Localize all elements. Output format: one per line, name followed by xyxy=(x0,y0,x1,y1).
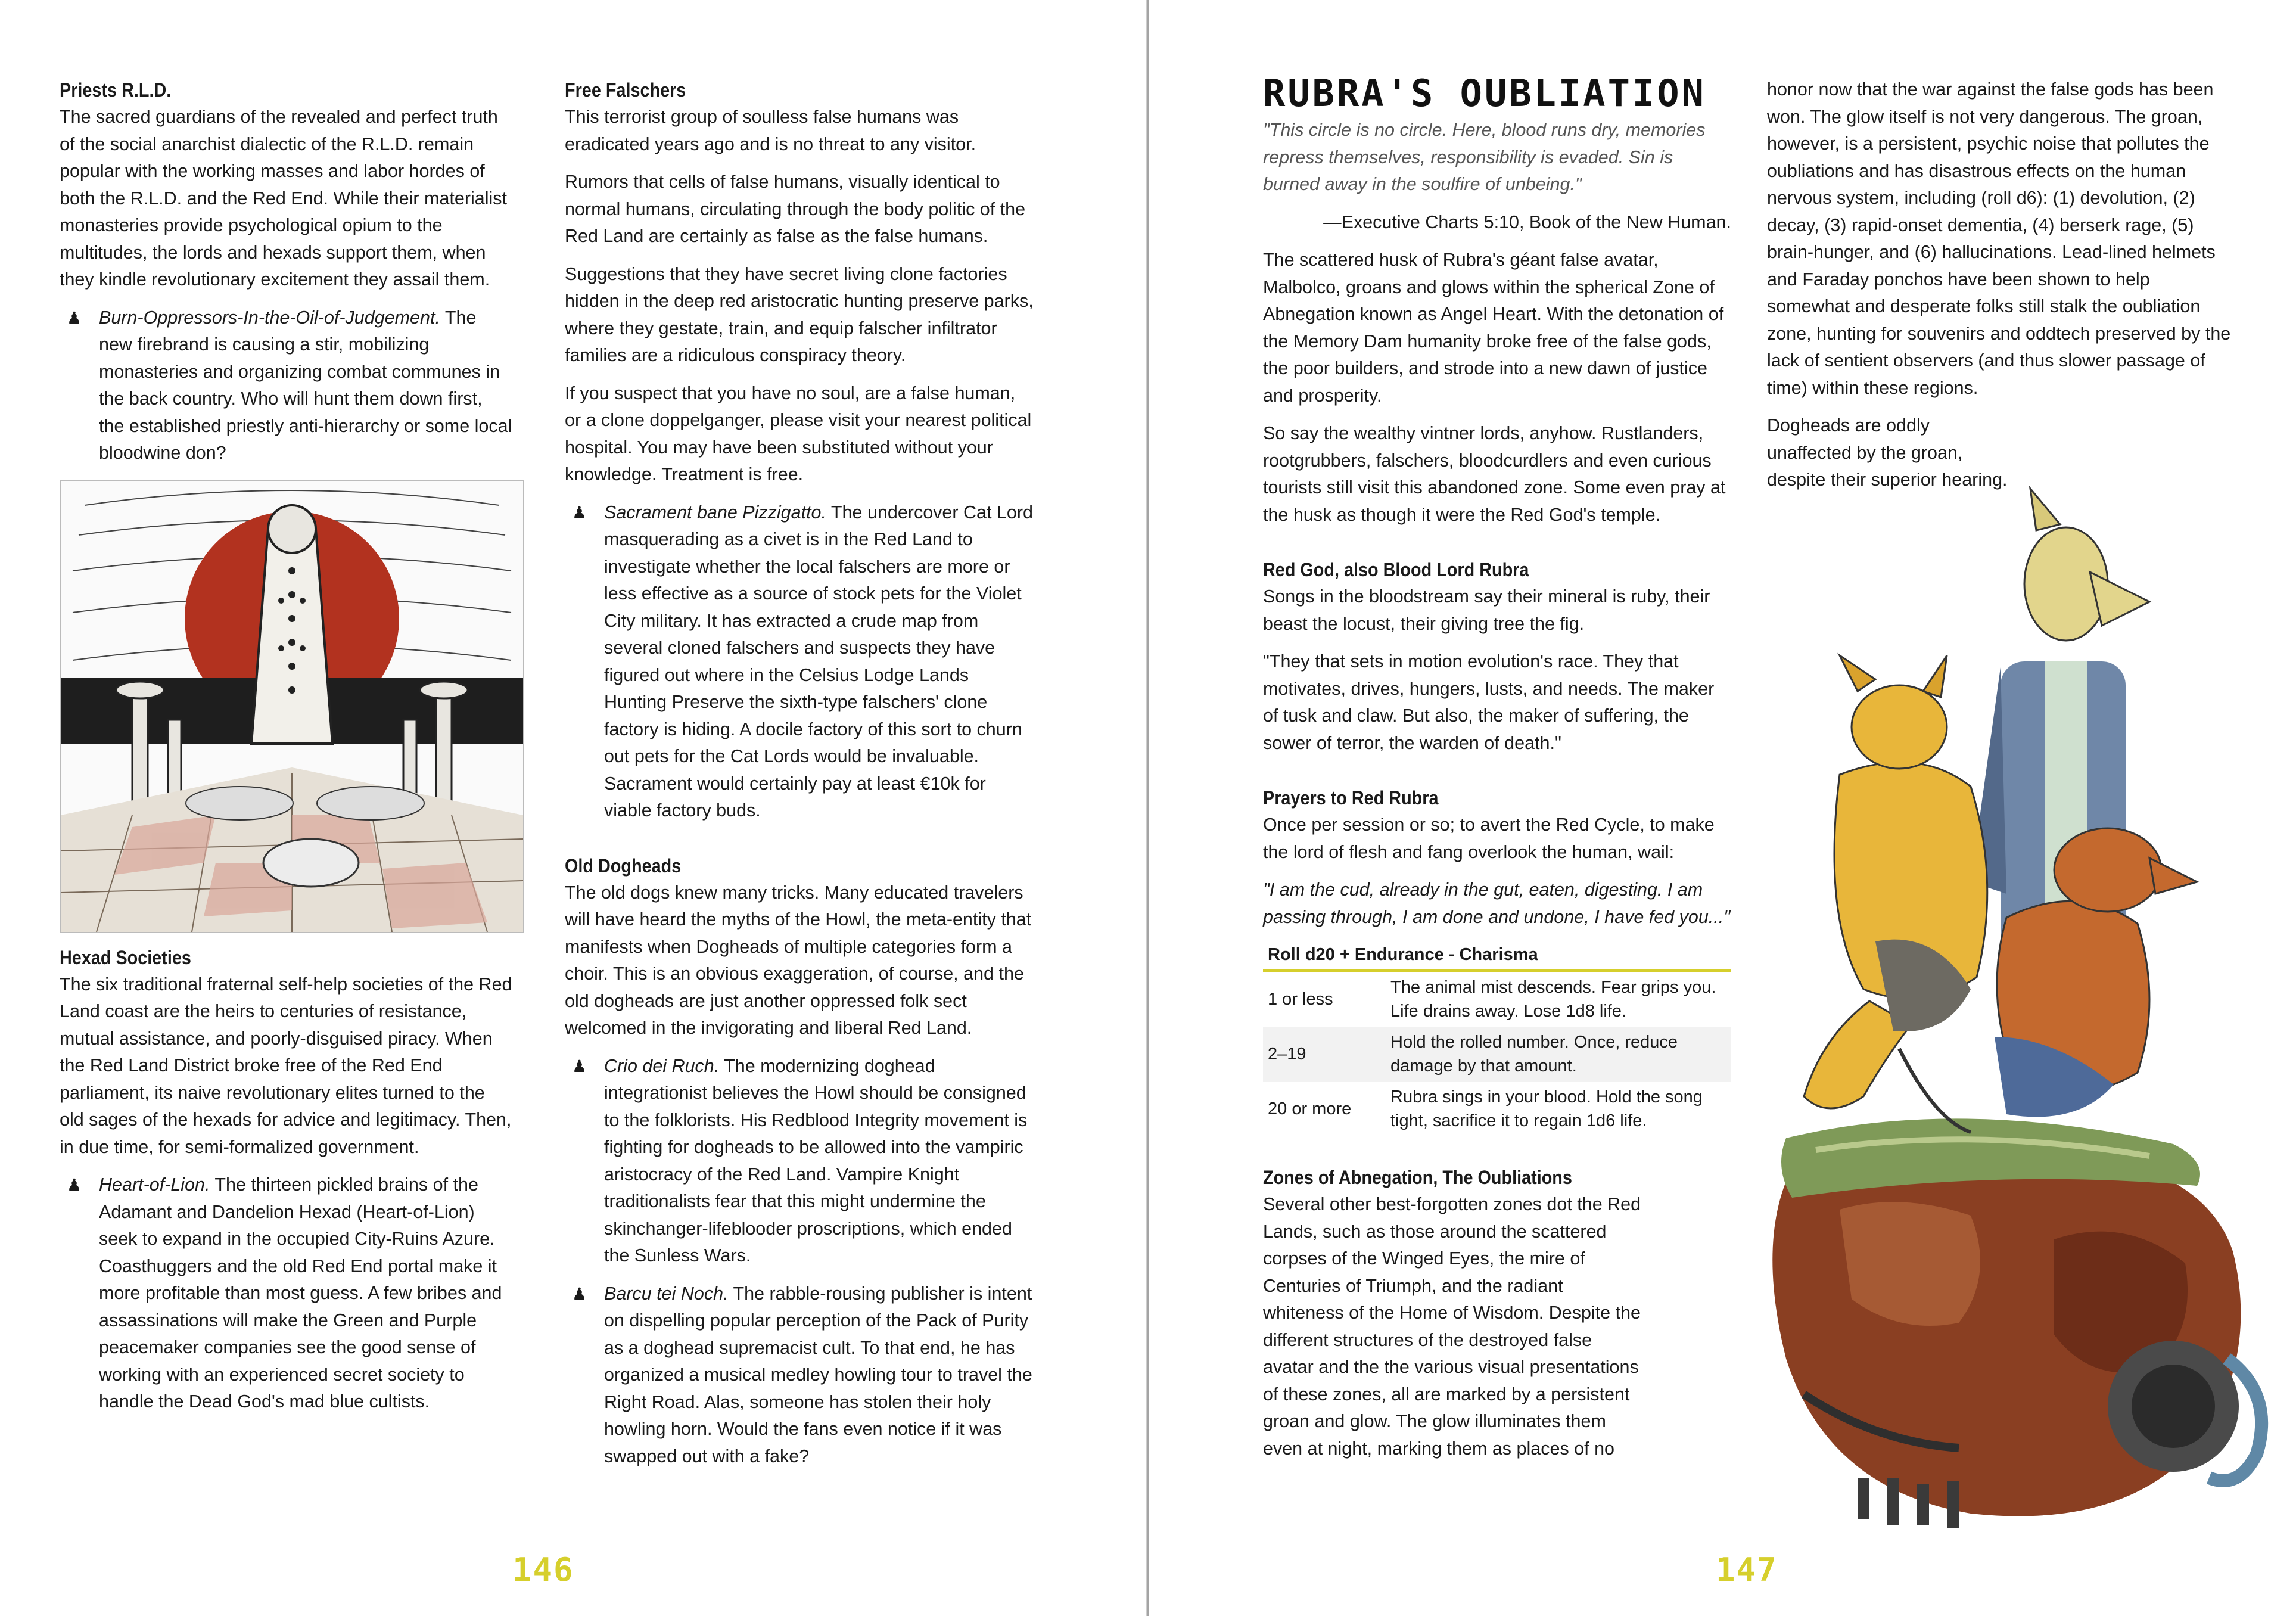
result-cell: Hold the rolled number. Once, reduce damage by that amount. xyxy=(1386,1027,1731,1082)
bullet-crio xyxy=(565,1053,1035,1270)
bullet-text: The rabble-rousing publisher is intent on dispelling popular perception of the Pack of Purity as a doghead supremacist cult. To that end, he has organized a musical medley howling tour to travel the Right Road. Alas, someone has stolen their holy howling horn. Would the fans even notice if it was swapped out with a fake? xyxy=(604,1283,1032,1466)
epigraph: "This circle is no circle. Here, blood runs dry, memories repress themselves, responsibility is evaded. Sin is burned away in the soulfire of unbeing." xyxy=(1263,120,1706,194)
bullet-barcu xyxy=(565,1281,1035,1471)
dogheads-body: The old dogs knew many tricks. Many educated travelers will have heard the myths of the Howl, the meta-entity that manifests when Dogheads of multiple categories form a choir. This is an obvious exaggeration, of course, and the old dogheads are just another oppressed folk sect welcomed in the invigorating and liberal Red Land. xyxy=(565,882,1032,1038)
table-row xyxy=(1263,1027,1731,1082)
priests-body: The sacred guardians of the revealed and perfect truth of the social anarchist dialectic of the R.L.D. remain popular with the working masses and labor hordes of both the R.L.D. and the Red End. While their materialist monasteries provide psychological opium to the multitudes, the lords and hexads support them, when they kindle revolutionary excitement they assail them. xyxy=(60,107,508,290)
falschers-p4: If you suspect that you have no soul, are a false human, or a clone doppelganger, please visit your nearest political hospital. You may have been substituted without your knowledge. Treatment is free. xyxy=(565,383,1032,484)
heading-red-god: Red God, also Blood Lord Rubra xyxy=(1263,559,1529,580)
left-column-1 xyxy=(60,76,512,1427)
page-number-right: 147 xyxy=(1716,1551,1778,1589)
right-column-1 xyxy=(1263,73,1731,1473)
result-cell: Rubra sings in your blood. Hold the song tight, sacrifice it to regain 1d6 life. xyxy=(1390,1087,1703,1130)
heading-prayers: Prayers to Red Rubra xyxy=(1263,787,1439,809)
roll-cell: 1 or less xyxy=(1268,990,1333,1009)
right-page xyxy=(1149,0,2296,1616)
bullet-name: Crio dei Ruch. xyxy=(604,1055,720,1076)
heading-falschers: Free Falschers xyxy=(565,79,686,101)
chess-pawn-icon: ♟ xyxy=(572,1284,587,1303)
left-page xyxy=(0,0,1147,1616)
result-cell: The animal mist descends. Fear grips you. Life drains away. Lose 1d8 life. xyxy=(1390,978,1716,1021)
bullet-heart-of-lion xyxy=(60,1171,512,1416)
intro-p2: So say the wealthy vintner lords, anyhow. Rustlanders, rootgrubbers, falschers, bloodcurdlers and even curious tourists still visit this abandoned zone. Some even pray at the husk as though it were the Red God's temple. xyxy=(1263,423,1726,525)
bullet-sacrament xyxy=(565,499,1035,825)
zones-body: Several other best-forgotten zones dot the Red Lands, such as those around the scattered corpses of the Winged Eyes, the mire of Centuries of Triumph, and the radiant whiteness of the Home of Wisdom. Despite the different structures of the destroyed false avatar and the the various visual presentations of these zones, all are marked by a persistent groan and glow. The glow illuminates them even at night, marking them as places of no xyxy=(1263,1194,1641,1459)
roll-cell: 2–19 xyxy=(1263,1027,1386,1082)
col2-p2: Dogheads are oddly unaffected by the groan, despite their superior hearing. xyxy=(1767,415,2008,490)
right-column-2 xyxy=(1767,76,2238,505)
page-title: RUBRA'S OUBLIATION xyxy=(1263,72,1706,115)
dogheads-illustration xyxy=(1721,465,2296,1549)
roll-cell: 20 or more xyxy=(1268,1099,1352,1118)
bullet-text: The modernizing doghead integrationist believes the Howl should be consigned to the folklorists. His Redblood Integrity movement is fighting for dogheads to be allowed into the vampiric aristocracy of the Red Land. Vampire Knight traditionalists fear that this might undermine the skinchanger-lifeblooder proscriptions, which ended the Sunless Wars. xyxy=(604,1055,1028,1266)
roll-table xyxy=(1263,941,1731,1136)
roll-table-header: Roll d20 + Endurance - Charisma xyxy=(1263,941,1731,971)
heading-zones: Zones of Abnegation, The Oubliations xyxy=(1263,1167,1572,1188)
roll-table-header-row xyxy=(1263,941,1731,971)
chess-pawn-icon: ♟ xyxy=(67,1176,82,1194)
table-row xyxy=(1263,971,1731,1027)
heading-hexad: Hexad Societies xyxy=(60,946,191,968)
hexad-body: The six traditional fraternal self-help societies of the Red Land coast are the heirs to centuries of resistance, mutual assistance, and poorly-disguised piracy. When the Red Land District broke free of the Red End parliament, its naive revolutionary elites turned to the old sages of the hexads for advice and legitimacy. Then, in due time, for semi-formalized government. xyxy=(60,974,512,1157)
dogheads-on-husk-drawing xyxy=(1721,465,2296,1549)
left-column-2 xyxy=(565,76,1035,1481)
priests-temple-drawing xyxy=(61,481,523,932)
bullet-name: Burn-Oppressors-In-the-Oil-of-Judgement. xyxy=(99,307,440,328)
chess-pawn-icon: ♟ xyxy=(67,308,82,327)
prayers-body: Once per session or so; to avert the Red Cycle, to make the lord of flesh and fang overlook the human, wail: xyxy=(1263,815,1715,862)
falschers-p1: This terrorist group of soulless false humans was eradicated years ago and is no threat to any visitor. xyxy=(565,107,976,154)
bullet-text: The thirteen pickled brains of the Adamant and Dandelion Hexad (Heart-of-Lion) seek to expand in the occupied City-Ruins Azure. Coasthuggers and the old Red End portal make it more profitable than most guess. A few bribes and assassinations will make the Green and Purple peacemaker companies see the good sense of working with an experienced secret society to handle the Dead God's mad blue cultists. xyxy=(99,1174,502,1412)
priests-illustration xyxy=(60,480,524,933)
bullet-burn-oppressors xyxy=(60,304,512,467)
red-god-p2: "They that sets in motion evolution's race. They that motivates, drives, hungers, lusts, and needs. The maker of tusk and claw. But also, the maker of suffering, the sower of terror, the warden of death." xyxy=(1263,651,1715,753)
epigraph-attribution: —Executive Charts 5:10, Book of the New Human. xyxy=(1323,212,1731,232)
bullet-text: The undercover Cat Lord masquerading as a civet is in the Red Land to investigate whether the local falschers are more or less effective as a source of stock pets for the Violet City military. It has extracted a crude map from several cloned falschers and suspects they have figured out where in the Celsius Lodge Lands Hunting Preserve the sixth-type falschers' clone factory is hiding. A docile factory of this sort to churn out pets for the Cat Lords would be invaluable. Sacrament would certainly pay at least €10k for viable factory buds. xyxy=(604,502,1033,821)
col2-p1: honor now that the war against the false gods has been won. The glow itself is not very dangerous. The groan, however, is a persistent, psychic noise that pollutes the oubliations and has disastrous effects on the human nervous system, including (roll d6): (1) devolution, (2) decay, (3) rapid-onset dementia, (4) berserk rage, (5) brain-hunger, and (6) hallucinations. Lead-lined helmets and Faraday ponchos have been shown to help somewhat and desperate folks still stalk the oubliation zone, hunting for souvenirs and oddtech preserved by the lack of sentient observers (and thus slower passage of time) within these regions. xyxy=(1767,79,2231,398)
heading-priests: Priests R.L.D. xyxy=(60,79,172,101)
intro-p1: The scattered husk of Rubra's géant false avatar, Malbolco, groans and glows within the spherical Zone of Abnegation known as Angel Heart. With the detonation of the Memory Dam humanity broke free of the false gods, the poor builders, and strode into a new dawn of justice and prosperity. xyxy=(1263,250,1724,406)
bullet-name: Heart-of-Lion. xyxy=(99,1174,210,1195)
bullet-name: Barcu tei Noch. xyxy=(604,1283,729,1304)
page-number-left: 146 xyxy=(512,1551,574,1589)
falschers-p2: Rumors that cells of false humans, visually identical to normal humans, circulating through the body politic of the Red Land are certainly as false as the false humans. xyxy=(565,172,1026,246)
prayer-quote: "I am the cud, already in the gut, eaten, digesting. I am passing through, I am done and undone, I have fed you..." xyxy=(1263,880,1731,927)
chess-pawn-icon: ♟ xyxy=(572,503,587,522)
red-god-p1: Songs in the bloodstream say their mineral is ruby, their beast the locust, their giving tree the fig. xyxy=(1263,586,1710,634)
bullet-name: Sacrament bane Pizzigatto. xyxy=(604,502,826,523)
table-row xyxy=(1263,1082,1731,1136)
bullet-text: The new firebrand is causing a stir, mobilizing monasteries and organizing combat communes in the back country. Who will hunt them down first, the established priestly anti-hierarchy or some local bloodwine don? xyxy=(99,307,512,463)
chess-pawn-icon: ♟ xyxy=(572,1056,587,1076)
heading-dogheads: Old Dogheads xyxy=(565,854,682,877)
falschers-p3: Suggestions that they have secret living clone factories hidden in the deep red aristocratic hunting preserve parks, where they gestate, train, and equip falscher infiltrator families are a ridiculous conspiracy theory. xyxy=(565,263,1034,365)
